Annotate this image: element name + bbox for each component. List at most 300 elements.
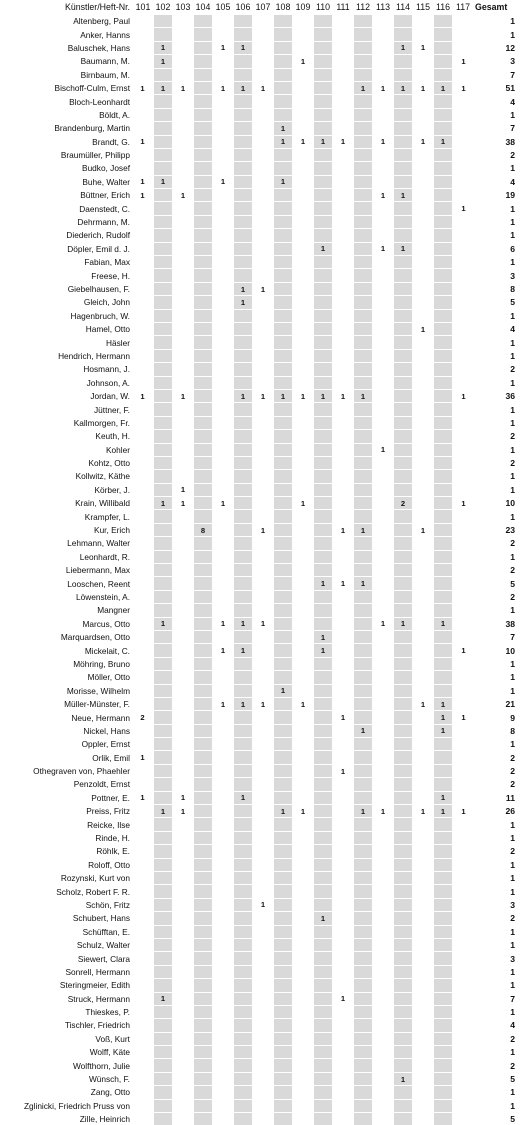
issue-count-cell (173, 1113, 193, 1125)
issue-count-cell (173, 684, 193, 697)
issue-count-cell (353, 751, 373, 764)
issue-count-cell (313, 510, 333, 523)
total-count: 19 (473, 189, 522, 202)
issue-count-cell (153, 1046, 173, 1059)
issue-count-cell (373, 644, 393, 657)
issue-count-cell (253, 818, 273, 831)
issue-count-cell (153, 122, 173, 135)
issue-count-cell (413, 537, 433, 550)
issue-count-cell: 8 (193, 523, 213, 536)
issue-count-cell (273, 898, 293, 911)
issue-count-cell (173, 256, 193, 269)
issue-count-cell (333, 912, 353, 925)
issue-count-cell (193, 671, 213, 684)
total-count: 1 (473, 28, 522, 41)
issue-count-cell (193, 483, 213, 496)
issue-count-cell (273, 215, 293, 228)
total-count: 3 (473, 898, 522, 911)
issue-count-cell (193, 778, 213, 791)
issue-count-cell (353, 256, 373, 269)
issue-count-cell (433, 523, 453, 536)
issue-count-cell (293, 1113, 313, 1125)
table-row (0, 671, 522, 684)
table-row (0, 28, 522, 41)
issue-count-cell (373, 898, 393, 911)
issue-count-cell (273, 256, 293, 269)
issue-count-cell (213, 952, 233, 965)
total-count: 6 (473, 242, 522, 255)
issue-count-cell: 1 (433, 791, 453, 804)
issue-count-cell (413, 617, 433, 630)
issue-count-cell: 1 (313, 389, 333, 402)
issue-count-cell (353, 443, 373, 456)
issue-count-cell (333, 81, 353, 94)
total-count: 26 (473, 805, 522, 818)
issue-count-cell (433, 376, 453, 389)
issue-count-cell (173, 845, 193, 858)
issue-count-cell (313, 215, 333, 228)
issue-count-cell: 1 (413, 41, 433, 54)
issue-count-cell: 1 (133, 189, 153, 202)
issue-count-cell (313, 1019, 333, 1032)
table-row (0, 711, 522, 724)
issue-count-cell (213, 483, 233, 496)
artist-name: Penzoldt, Ernst (0, 778, 133, 791)
issue-count-cell (353, 282, 373, 295)
issue-count-cell (173, 470, 193, 483)
artist-name: Löwenstein, A. (0, 590, 133, 603)
issue-count-cell (153, 470, 173, 483)
issue-count-cell (173, 1072, 193, 1085)
issue-count-cell (153, 577, 173, 590)
issue-count-cell (193, 269, 213, 282)
issue-count-cell (313, 68, 333, 81)
issue-count-cell (233, 1019, 253, 1032)
total-count: 1 (473, 684, 522, 697)
issue-count-cell (253, 416, 273, 429)
issue-count-cell (293, 630, 313, 643)
issue-count-cell (233, 162, 253, 175)
issue-count-cell (373, 430, 393, 443)
header-issue: 117 (453, 0, 473, 15)
issue-count-cell (273, 376, 293, 389)
issue-count-cell (133, 456, 153, 469)
issue-count-cell (153, 229, 173, 242)
total-count: 1 (473, 376, 522, 389)
issue-count-cell (193, 925, 213, 938)
issue-count-cell (373, 376, 393, 389)
issue-count-cell (193, 148, 213, 161)
issue-count-cell (253, 845, 273, 858)
table-row (0, 416, 522, 429)
issue-count-cell (433, 497, 453, 510)
issue-count-cell (393, 630, 413, 643)
issue-count-cell (413, 885, 433, 898)
issue-count-cell: 1 (313, 630, 333, 643)
issue-count-cell (213, 296, 233, 309)
issue-count-cell (293, 711, 313, 724)
issue-count-cell (393, 1113, 413, 1125)
issue-count-cell: 1 (233, 617, 253, 630)
issue-count-cell (173, 162, 193, 175)
issue-count-cell (253, 738, 273, 751)
issue-count-cell (333, 95, 353, 108)
issue-count-cell (153, 644, 173, 657)
issue-count-cell: 1 (133, 81, 153, 94)
issue-count-cell (373, 1046, 393, 1059)
issue-count-cell (133, 630, 153, 643)
issue-count-cell (333, 697, 353, 710)
issue-count-cell (433, 189, 453, 202)
issue-count-cell (333, 537, 353, 550)
issue-count-cell: 1 (353, 577, 373, 590)
issue-count-cell (193, 684, 213, 697)
issue-count-cell (353, 41, 373, 54)
issue-count-cell (253, 1019, 273, 1032)
issue-count-cell (273, 992, 293, 1005)
table-row (0, 430, 522, 443)
issue-count-cell (273, 1046, 293, 1059)
issue-count-cell (453, 724, 473, 737)
issue-count-cell (453, 738, 473, 751)
issue-count-cell (413, 858, 433, 871)
issue-count-cell (333, 1072, 353, 1085)
issue-count-cell (353, 1019, 373, 1032)
issue-count-cell (253, 831, 273, 844)
issue-count-cell: 1 (233, 697, 253, 710)
issue-count-cell (333, 1032, 353, 1045)
issue-count-cell (193, 443, 213, 456)
artist-name: Marcus, Otto (0, 617, 133, 630)
issue-count-cell (293, 336, 313, 349)
issue-count-cell: 1 (333, 523, 353, 536)
issue-count-cell (313, 523, 333, 536)
issue-count-cell (233, 1059, 253, 1072)
issue-count-cell (313, 885, 333, 898)
issue-count-cell: 1 (293, 805, 313, 818)
issue-count-cell (273, 564, 293, 577)
issue-count-cell (193, 617, 213, 630)
issue-count-cell (213, 336, 233, 349)
issue-count-cell (233, 979, 253, 992)
issue-count-cell (313, 41, 333, 54)
issue-count-cell (233, 309, 253, 322)
artist-name: Krampfer, L. (0, 510, 133, 523)
issue-count-cell: 1 (313, 242, 333, 255)
issue-count-cell (293, 269, 313, 282)
artist-name: Wolff, Käte (0, 1046, 133, 1059)
issue-count-cell (273, 148, 293, 161)
issue-count-cell (393, 537, 413, 550)
issue-count-cell: 1 (173, 805, 193, 818)
issue-count-cell (233, 470, 253, 483)
issue-count-cell (253, 470, 273, 483)
issue-count-cell (453, 564, 473, 577)
issue-count-cell (313, 805, 333, 818)
issue-count-cell (173, 671, 193, 684)
issue-count-cell (253, 938, 273, 951)
issue-count-cell (433, 215, 453, 228)
table-row (0, 979, 522, 992)
issue-count-cell (153, 751, 173, 764)
issue-count-cell (193, 363, 213, 376)
issue-count-cell: 1 (453, 55, 473, 68)
issue-count-cell (153, 764, 173, 777)
artist-name: Braumüller, Philipp (0, 148, 133, 161)
issue-count-cell (133, 256, 153, 269)
issue-count-cell (253, 108, 273, 121)
issue-count-cell (353, 1032, 373, 1045)
issue-count-cell (213, 430, 233, 443)
header-issue: 105 (213, 0, 233, 15)
total-count: 1 (473, 1005, 522, 1018)
issue-count-cell (153, 349, 173, 362)
issue-count-cell (333, 858, 353, 871)
issue-count-cell (293, 175, 313, 188)
issue-count-cell (373, 564, 393, 577)
total-count: 1 (473, 885, 522, 898)
issue-count-cell (373, 349, 393, 362)
issue-count-cell (193, 81, 213, 94)
issue-count-cell (153, 336, 173, 349)
issue-count-cell (153, 202, 173, 215)
issue-count-cell: 1 (253, 523, 273, 536)
issue-count-cell (313, 590, 333, 603)
table-row (0, 791, 522, 804)
table-row (0, 269, 522, 282)
issue-count-cell (393, 1086, 413, 1099)
issue-count-cell (273, 470, 293, 483)
issue-count-cell (233, 403, 253, 416)
issue-count-cell (373, 1005, 393, 1018)
issue-count-cell (433, 912, 453, 925)
issue-count-cell (433, 242, 453, 255)
issue-count-cell (133, 296, 153, 309)
issue-count-cell (393, 952, 413, 965)
issue-count-cell (413, 256, 433, 269)
issue-count-cell (413, 738, 433, 751)
issue-count-cell (333, 604, 353, 617)
issue-count-cell (133, 1046, 153, 1059)
issue-count-cell: 1 (233, 81, 253, 94)
issue-count-cell (453, 764, 473, 777)
issue-count-cell (133, 912, 153, 925)
issue-count-cell (373, 537, 393, 550)
issue-count-cell (333, 724, 353, 737)
issue-count-cell (173, 912, 193, 925)
issue-count-cell (333, 148, 353, 161)
issue-count-cell (453, 684, 473, 697)
total-count: 4 (473, 175, 522, 188)
issue-count-cell (213, 564, 233, 577)
issue-count-cell: 1 (133, 389, 153, 402)
issue-count-cell (293, 470, 313, 483)
issue-count-cell (393, 564, 413, 577)
issue-count-cell (273, 617, 293, 630)
artist-name: Zang, Otto (0, 1086, 133, 1099)
issue-count-cell (213, 363, 233, 376)
issue-count-cell (273, 738, 293, 751)
issue-count-cell (453, 778, 473, 791)
issue-count-cell (273, 925, 293, 938)
issue-count-cell (313, 1005, 333, 1018)
issue-count-cell (133, 1019, 153, 1032)
issue-count-cell (293, 1019, 313, 1032)
issue-count-cell (233, 175, 253, 188)
issue-count-cell (293, 858, 313, 871)
issue-count-cell (213, 671, 233, 684)
issue-count-cell (333, 657, 353, 670)
issue-count-cell (353, 430, 373, 443)
artist-name: Kohtz, Otto (0, 456, 133, 469)
issue-count-cell (233, 68, 253, 81)
issue-count-cell (193, 644, 213, 657)
issue-count-cell (433, 684, 453, 697)
issue-count-cell (433, 818, 453, 831)
issue-count-cell (233, 55, 253, 68)
issue-count-cell (353, 1113, 373, 1125)
issue-count-cell (133, 965, 153, 978)
issue-count-cell (373, 269, 393, 282)
issue-count-cell (433, 1072, 453, 1085)
issue-count-cell (253, 1005, 273, 1018)
issue-count-cell (173, 336, 193, 349)
issue-count-cell (453, 336, 473, 349)
issue-count-cell (333, 28, 353, 41)
artist-name: Gleich, John (0, 296, 133, 309)
total-count: 7 (473, 630, 522, 643)
issue-count-cell (213, 751, 233, 764)
issue-count-cell: 1 (433, 711, 453, 724)
issue-count-cell (413, 1059, 433, 1072)
issue-count-cell (233, 1032, 253, 1045)
issue-count-cell (133, 845, 153, 858)
issue-count-cell (433, 858, 453, 871)
issue-count-cell (213, 229, 233, 242)
issue-count-cell (373, 938, 393, 951)
issue-count-cell (273, 1086, 293, 1099)
issue-count-cell (453, 671, 473, 684)
issue-count-cell (133, 872, 153, 885)
issue-count-cell: 1 (273, 389, 293, 402)
issue-count-cell (313, 28, 333, 41)
issue-count-cell (313, 108, 333, 121)
issue-count-cell (433, 202, 453, 215)
issue-count-cell (153, 711, 173, 724)
issue-count-cell (373, 363, 393, 376)
issue-count-cell (233, 135, 253, 148)
issue-count-cell (153, 309, 173, 322)
issue-count-cell (253, 711, 273, 724)
issue-count-cell (353, 322, 373, 335)
issue-count-cell (253, 322, 273, 335)
table-row (0, 1046, 522, 1059)
issue-count-cell (433, 1099, 453, 1112)
issue-count-cell (413, 952, 433, 965)
issue-count-cell (173, 938, 193, 951)
issue-count-cell (133, 778, 153, 791)
issue-count-cell (173, 148, 193, 161)
issue-count-cell: 1 (313, 577, 333, 590)
artist-name: Budko, Josef (0, 162, 133, 175)
issue-count-cell (213, 1005, 233, 1018)
issue-count-cell (453, 483, 473, 496)
issue-count-cell (233, 898, 253, 911)
issue-count-cell (293, 992, 313, 1005)
issue-count-cell (293, 738, 313, 751)
total-count: 5 (473, 296, 522, 309)
table-row (0, 604, 522, 617)
issue-count-cell (213, 885, 233, 898)
total-count: 2 (473, 148, 522, 161)
issue-count-cell: 1 (233, 644, 253, 657)
total-count: 4 (473, 95, 522, 108)
issue-count-cell (313, 898, 333, 911)
table-row (0, 805, 522, 818)
issue-count-cell (393, 818, 413, 831)
issue-count-cell (313, 497, 333, 510)
issue-count-cell (453, 68, 473, 81)
issue-count-cell (233, 95, 253, 108)
issue-count-cell (193, 470, 213, 483)
artist-name: Struck, Hermann (0, 992, 133, 1005)
issue-count-cell (353, 590, 373, 603)
table-row (0, 644, 522, 657)
issue-count-cell (213, 242, 233, 255)
issue-count-cell: 1 (253, 81, 273, 94)
issue-count-cell (373, 95, 393, 108)
issue-count-cell (313, 1099, 333, 1112)
issue-count-cell (373, 738, 393, 751)
issue-count-cell (453, 443, 473, 456)
table-row (0, 296, 522, 309)
issue-count-cell (253, 1086, 273, 1099)
issue-count-cell: 1 (293, 135, 313, 148)
issue-count-cell (173, 724, 193, 737)
issue-count-cell (153, 403, 173, 416)
issue-count-cell (133, 979, 153, 992)
issue-count-cell (293, 202, 313, 215)
issue-count-cell (413, 1072, 433, 1085)
issue-count-cell (313, 81, 333, 94)
issue-count-cell (433, 1046, 453, 1059)
issue-count-cell: 1 (153, 81, 173, 94)
issue-count-cell (153, 282, 173, 295)
issue-count-cell (333, 617, 353, 630)
issue-count-cell (453, 1032, 473, 1045)
issue-count-cell: 1 (133, 175, 153, 188)
issue-count-cell (433, 1032, 453, 1045)
issue-count-cell (253, 148, 273, 161)
table-row (0, 456, 522, 469)
issue-count-cell (213, 805, 233, 818)
issue-count-cell (293, 778, 313, 791)
artist-name: Freese, H. (0, 269, 133, 282)
issue-count-cell (213, 791, 233, 804)
issue-count-cell (253, 309, 273, 322)
artist-name: Döpler, Emil d. J. (0, 242, 133, 255)
issue-count-cell (273, 872, 293, 885)
issue-count-cell (213, 108, 233, 121)
issue-count-cell (313, 711, 333, 724)
issue-count-cell (433, 122, 453, 135)
issue-count-cell (393, 269, 413, 282)
issue-count-cell (293, 671, 313, 684)
issue-count-cell (153, 430, 173, 443)
issue-count-cell (193, 122, 213, 135)
issue-count-cell (333, 938, 353, 951)
issue-count-cell (333, 349, 353, 362)
